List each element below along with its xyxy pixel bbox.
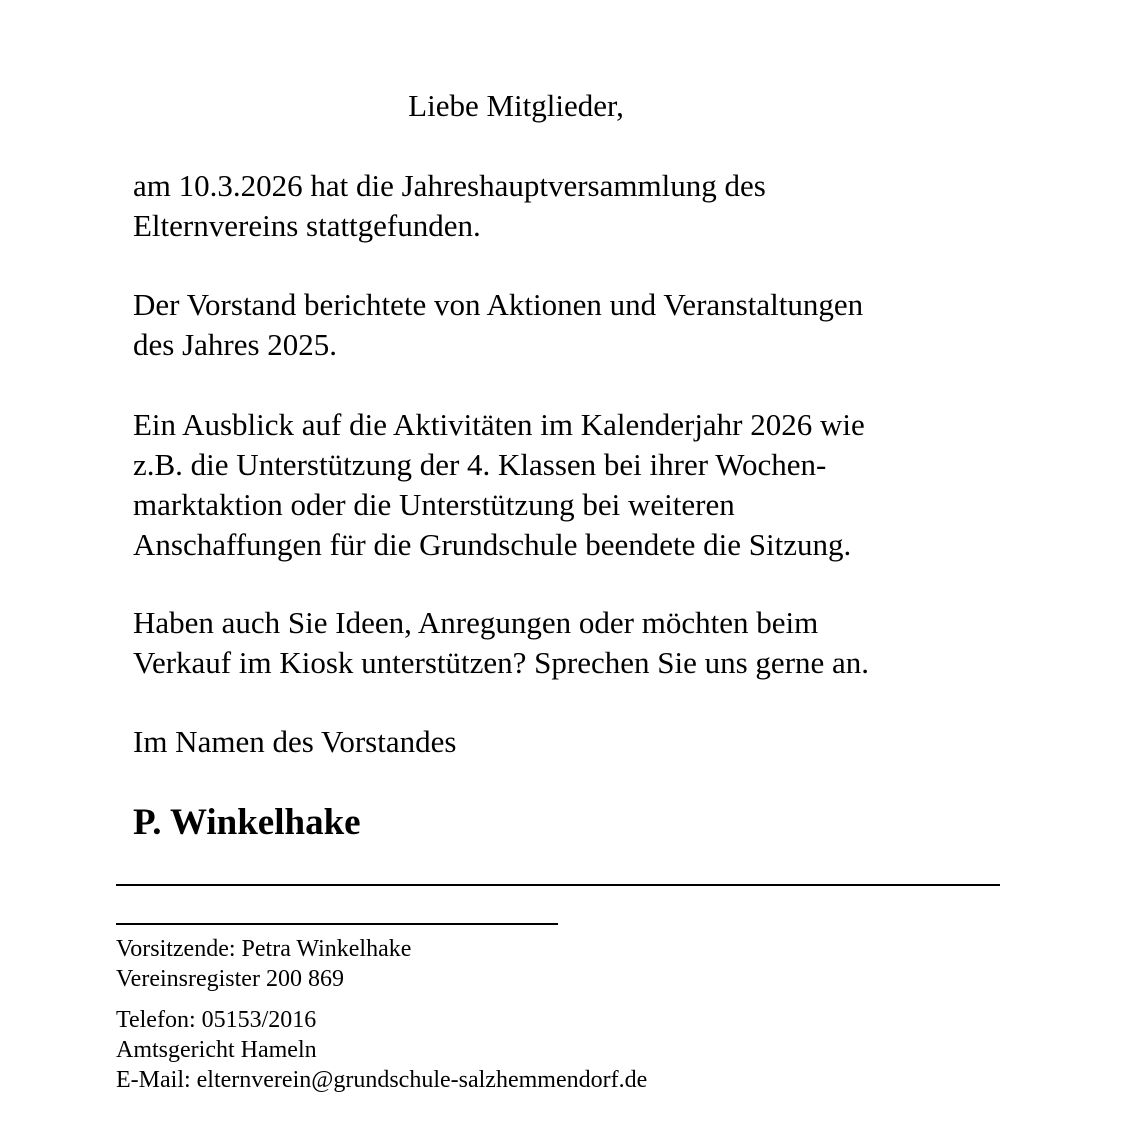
text-line: Haben auch Sie Ideen, Anregungen oder möchten beim xyxy=(133,605,819,640)
text-line: z.B. die Unterstützung der 4. Klassen bei ihrer Wochen- xyxy=(133,447,827,482)
footer-chair: Vorsitzende: Petra Winkelhake xyxy=(116,936,412,962)
text-line: Verkauf im Kiosk unterstützen? Sprechen Sie uns gerne an. xyxy=(133,645,870,680)
text-line: Ein Ausblick auf die Aktivitäten im Kalenderjahr 2026 wie xyxy=(133,407,865,442)
footer-email: E-Mail: elternverein@grundschule-salzhemmendorf.de xyxy=(116,1067,648,1093)
greeting: Liebe Mitglieder, xyxy=(408,88,624,123)
text-line: marktaktion oder die Unterstützung bei weiteren xyxy=(133,487,735,522)
text-line: Der Vorstand berichtete von Aktionen und Veranstaltungen xyxy=(133,287,864,322)
divider-short xyxy=(116,923,558,925)
text-line: Elternvereins stattgefunden. xyxy=(133,208,481,243)
paragraph-report xyxy=(133,285,1033,365)
closing-text: Im Namen des Vorstandes xyxy=(133,724,457,759)
footer-phone: Telefon: 05153/2016 xyxy=(116,1007,317,1033)
paragraph-outlook xyxy=(133,405,1033,565)
paragraph-invitation xyxy=(133,603,1033,683)
paragraph-meeting xyxy=(133,166,1033,246)
closing xyxy=(133,722,1033,762)
text-line: Anschaffungen für die Grundschule beendete die Sitzung. xyxy=(133,527,852,562)
text-line: des Jahres 2025. xyxy=(133,327,338,362)
signature: P. Winkelhake xyxy=(133,802,361,843)
footer-register: Vereinsregister 200 869 xyxy=(116,966,344,992)
text-line: am 10.3.2026 hat die Jahreshauptversammlung des xyxy=(133,168,766,203)
footer-court: Amtsgericht Hameln xyxy=(116,1037,317,1063)
divider-long xyxy=(116,884,1000,886)
